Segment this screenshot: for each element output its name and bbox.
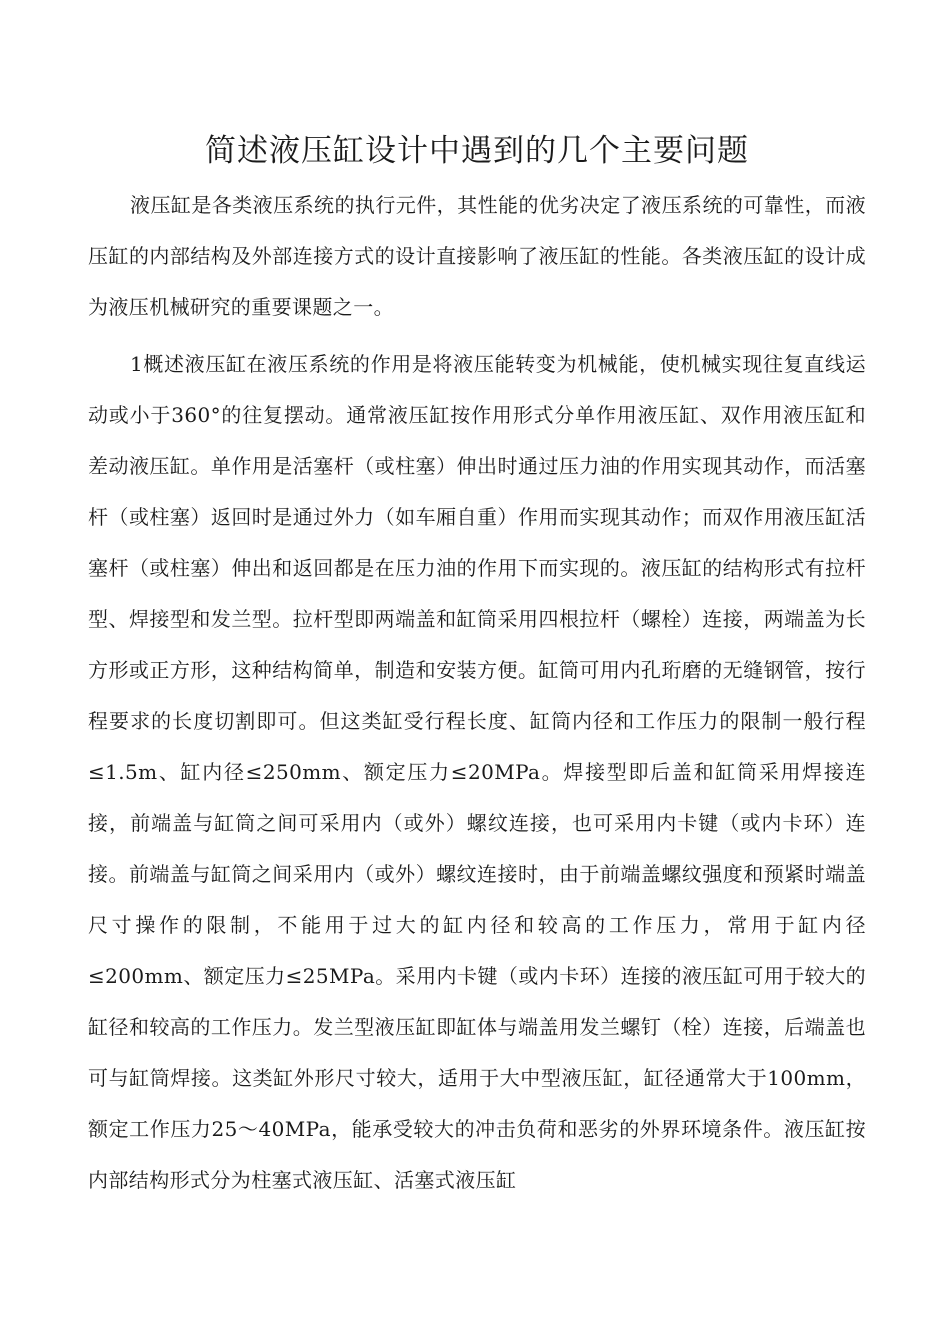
- overview-paragraph: 1概述液压缸在液压系统的作用是将液压能转变为机械能，使机械实现往复直线运动或小于360°的往复摆动。通常液压缸按作用形式分单作用液压缸、双作用液压缸和差动液压缸。单作用是活塞杆（或柱塞）伸出时通过压力油的作用实现其动作，而活塞杆（或柱塞）返回时是通过外力（如车厢自重）作用而实现其动作；而双作用液压缸活塞杆（或柱塞）伸出和返回都是在压力油的作用下而实现的。液压缸的结构形式有拉杆型、焊接型和发兰型。拉杆型即两端盖和缸筒采用四根拉杆（螺栓）连接，两端盖为长方形或正方形，这种结构简单，制造和安装方便。缸筒可用内孔珩磨的无缝钢管，按行程要求的长度切割即可。但这类缸受行程长度、缸筒内径和工作压力的限制一般行程≤1.5m、缸内径≤250mm、额定压力≤20MPa。焊接型即后盖和缸筒采用焊接连接，前端盖与缸筒之间可采用内（或外）螺纹连接，也可采用内卡键（或内卡环）连接。前端盖与缸筒之间采用内（或外）螺纹连接时，由于前端盖螺纹强度和预紧时端盖尺寸操作的限制，不能用于过大的缸内径和较高的工作压力，常用于缸内径≤200mm、额定压力≤25MPa。采用内卡键（或内卡环）连接的液压缸可用于较大的缸径和较高的工作压力。发兰型液压缸即缸体与端盖用发兰螺钉（栓）连接，后端盖也可与缸筒焊接。这类缸外形尺寸较大，适用于大中型液压缸，缸径通常大于100mm，额定工作压力25～40MPa，能承受较大的冲击负荷和恶劣的外界环境条件。液压缸按内部结构形式分为柱塞式液压缸、活塞式液压缸: [88, 352, 866, 1192]
- document-page: [88, 128, 866, 1206]
- intro-paragraph: 液压缸是各类液压系统的执行元件，其性能的优劣决定了液压系统的可靠性，而液压缸的内部结构及外部连接方式的设计直接影响了液压缸的性能。各类液压缸的设计成为液压机械研究的重要课题之一。: [88, 193, 866, 319]
- document-title: 简述液压缸设计中遇到的几个主要问题: [205, 133, 749, 169]
